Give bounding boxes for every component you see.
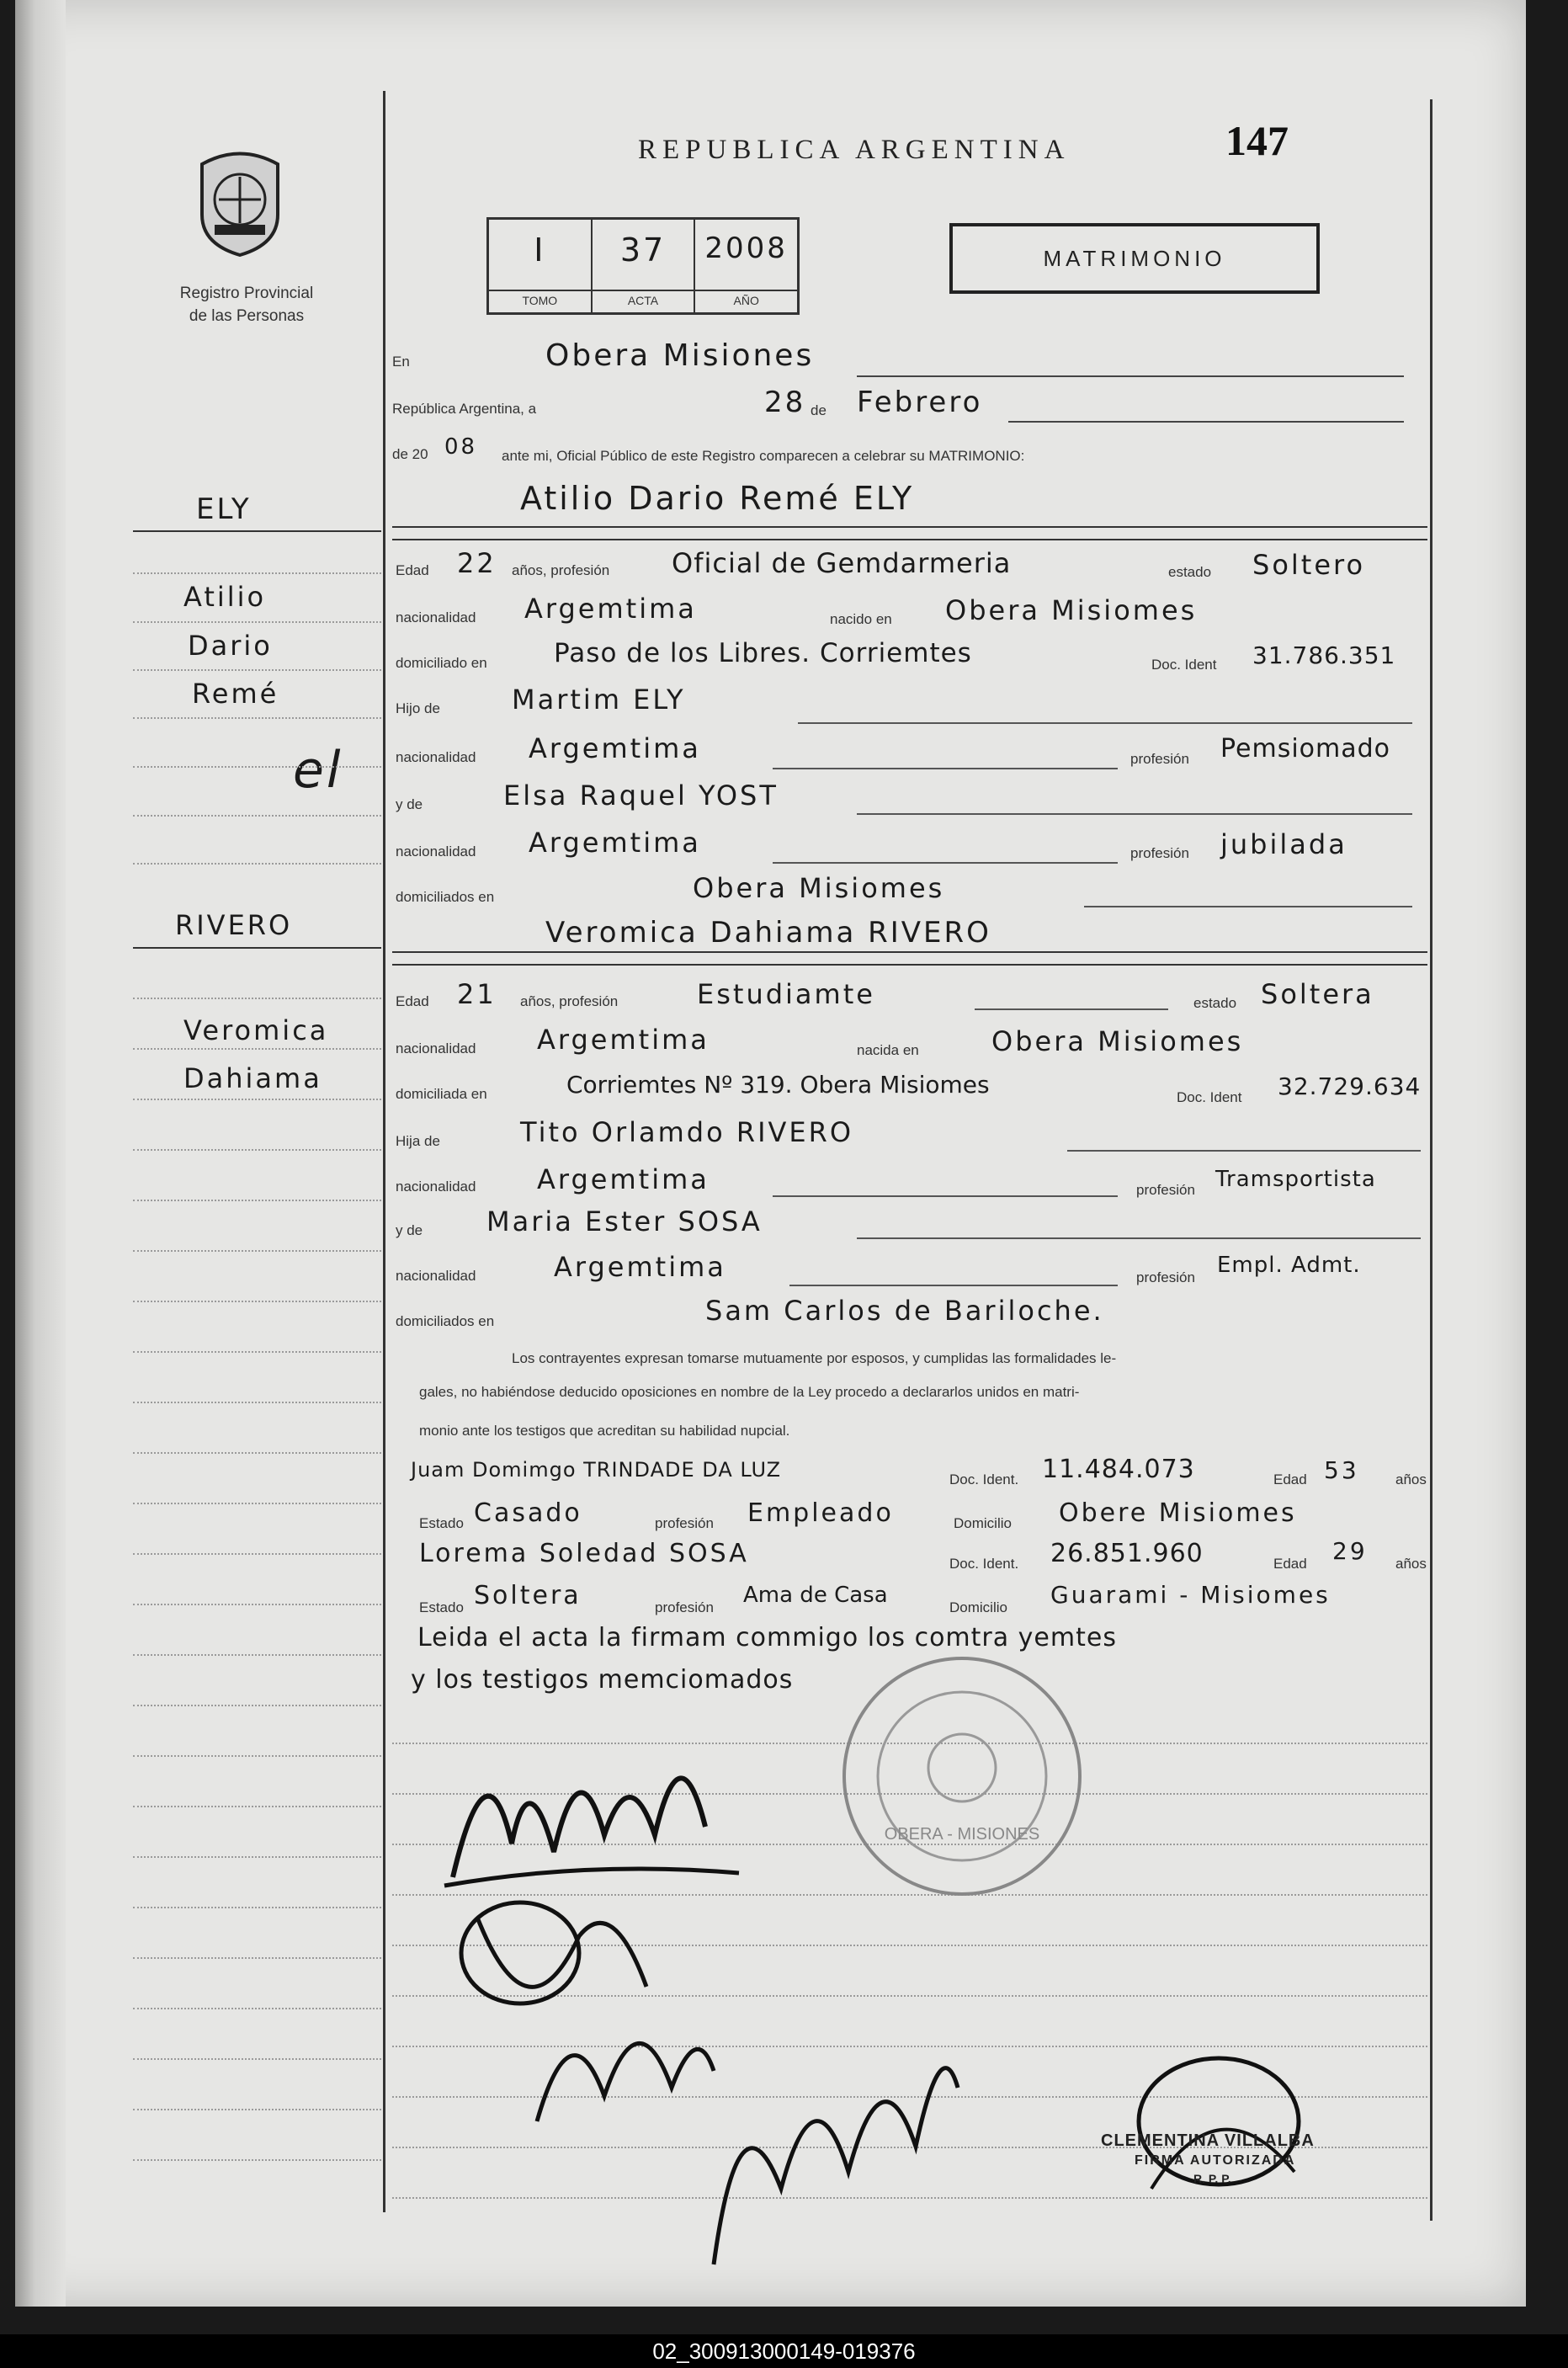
- margin-groom-name-1: Atilio: [183, 581, 267, 613]
- groom-mother-prof-label: profesión: [1130, 845, 1189, 861]
- book-binding: [15, 0, 66, 2307]
- bride-parents-dom-label: domiciliados en: [396, 1313, 495, 1329]
- witness2-doc-label: Doc. Ident.: [949, 1556, 1019, 1572]
- groom-father: Martim ELY: [512, 684, 686, 716]
- round-official-seal: [836, 1650, 1088, 1902]
- groom-nacionalidad-label: nacionalidad: [396, 609, 476, 625]
- registry-name-line1: Registro Provincial: [179, 285, 314, 302]
- bride-father-nationality: Argemtima: [537, 1163, 710, 1195]
- register-page: [15, 0, 1526, 2307]
- groom-domicilio-label: domiciliado en: [396, 655, 487, 671]
- witness2-domicilio-label: Domicilio: [949, 1599, 1007, 1615]
- groom-mother-nationality: Argemtima: [529, 827, 701, 859]
- ante-text: ante mi, Oficial Público de este Registro comparecen a celebrar su MATRIMONIO:: [502, 448, 1025, 464]
- place: Obera Misiones: [545, 338, 815, 373]
- groom-doc-label: Doc. Ident: [1151, 657, 1217, 673]
- witness1-doc: 11.484.073: [1042, 1455, 1195, 1484]
- groom-father-prof-label: profesión: [1130, 751, 1189, 767]
- witness1-profesion-label: profesión: [655, 1515, 714, 1531]
- witness1-age: 53: [1324, 1456, 1359, 1484]
- declaration-line3: monio ante los testigos que acreditan su habilidad nupcial.: [419, 1423, 790, 1439]
- day: 28: [764, 386, 806, 419]
- witness2-anios-label: años: [1395, 1556, 1427, 1572]
- margin-connector: el: [293, 741, 343, 800]
- closing-line2: y los testigos memciomados: [411, 1665, 794, 1695]
- bride-nacida-label: nacida en: [857, 1042, 919, 1058]
- bride-edad-label: Edad: [396, 993, 429, 1009]
- republica-label: República Argentina, a: [392, 401, 537, 417]
- groom-father-profession: Pemsiomado: [1220, 734, 1391, 764]
- bride-profesion-label: años, profesión: [520, 993, 619, 1009]
- bride-doc-label: Doc. Ident: [1177, 1089, 1242, 1105]
- groom-nacido-label: nacido en: [830, 611, 892, 627]
- witness1-estado-label: Estado: [419, 1515, 464, 1531]
- de-label: de: [811, 402, 827, 418]
- bride-nationality: Argemtima: [537, 1024, 710, 1056]
- groom-hijo-label: Hijo de: [396, 700, 440, 716]
- bride-estado-label: estado: [1193, 995, 1237, 1011]
- groom-parents-dom-label: domiciliados en: [396, 889, 495, 905]
- acta-label: ACTA: [593, 290, 694, 307]
- bride-father: Tito Orlamdo RIVERO: [520, 1116, 854, 1148]
- groom-nationality: Argemtima: [524, 593, 697, 625]
- groom-yde-label: y de: [396, 796, 423, 812]
- bride-doc: 32.729.634: [1278, 1072, 1422, 1100]
- bride-mother-nat-label: nacionalidad: [396, 1268, 476, 1284]
- bride-age: 21: [457, 978, 497, 1010]
- margin-bride-name-2: Dahiama: [183, 1062, 322, 1094]
- groom-birthplace: Obera Misiomes: [945, 594, 1198, 626]
- margin-bride-name-1: Veromica: [183, 1014, 329, 1046]
- witness1-domicilio-label: Domicilio: [954, 1515, 1012, 1531]
- margin-groom-name-2: Dario: [188, 630, 273, 662]
- anio-value: 2008: [704, 231, 788, 265]
- page-title: REPUBLICA ARGENTINA: [638, 135, 1071, 165]
- bride-parents-address: Sam Carlos de Bariloche.: [705, 1295, 1104, 1327]
- bride-mother-nationality: Argemtima: [554, 1251, 726, 1283]
- en-label: En: [392, 354, 410, 370]
- year-suffix: 08: [444, 434, 478, 460]
- official-sub-stamp: R. P. P.: [1193, 2172, 1231, 2185]
- registry-name-line2: de las Personas: [189, 307, 305, 325]
- official-name-stamp: CLEMENTINA VILLALBA: [1101, 2131, 1315, 2150]
- witness1-profession: Empleado: [747, 1498, 894, 1528]
- bride-mother-profession: Empl. Admt.: [1217, 1253, 1361, 1278]
- anio-label: AÑO: [695, 290, 797, 307]
- bride-nacionalidad-label: nacionalidad: [396, 1040, 476, 1056]
- groom-parents-address: Obera Misiomes: [693, 872, 945, 904]
- tomo-value: I: [534, 231, 546, 269]
- closing-line1: Leida el acta la firmam commigo los comtra yemtes: [417, 1623, 1117, 1652]
- bride-address: Corriemtes Nº 319. Obera Misiomes: [566, 1071, 990, 1099]
- groom-mother-nat-label: nacionalidad: [396, 843, 476, 859]
- witness2-civil-state: Soltera: [474, 1581, 582, 1610]
- groom-profesion-label: años, profesión: [512, 562, 610, 578]
- groom-mother: Elsa Raquel YOST: [503, 780, 779, 812]
- witness2-profesion-label: profesión: [655, 1599, 714, 1615]
- groom-estado-label: estado: [1168, 564, 1212, 580]
- declaration-line1: Los contrayentes expresan tomarse mutuamente por esposos, y cumplidas las formalidades le-: [512, 1350, 1117, 1366]
- official-signature: [1126, 2046, 1311, 2214]
- bride-father-profession: Tramsportista: [1215, 1167, 1376, 1192]
- witness1-edad-label: Edad: [1273, 1471, 1307, 1487]
- bride-domicilio-label: domiciliada en: [396, 1086, 487, 1102]
- groom-edad-label: Edad: [396, 562, 429, 578]
- declaration-line2: gales, no habiéndose deducido oposiciones en nombre de la Ley procedo a declararlos unidos en matri-: [419, 1384, 1080, 1400]
- groom-mother-profession: jubilada: [1220, 828, 1347, 860]
- coat-of-arms-logo: [194, 147, 286, 257]
- de-year-label: de 20: [392, 446, 428, 462]
- record-type: MATRIMONIO: [1043, 245, 1226, 271]
- bride-profession: Estudiamte: [697, 978, 875, 1010]
- groom-doc: 31.786.351: [1252, 641, 1396, 669]
- acta-value: 37: [619, 231, 667, 269]
- tomo-label: TOMO: [489, 290, 591, 307]
- record-type-box: [949, 223, 1320, 294]
- witness1-doc-label: Doc. Ident.: [949, 1471, 1019, 1487]
- bride-mother-prof-label: profesión: [1136, 1269, 1195, 1285]
- groom-full-name: Atilio Dario Remé ELY: [520, 480, 915, 517]
- bride-father-nat-label: nacionalidad: [396, 1179, 476, 1195]
- page-number: 147: [1225, 117, 1289, 164]
- margin-bride-surname: RIVERO: [175, 909, 293, 941]
- scan-footer-code: 02_300913000149-019376: [0, 2334, 1568, 2368]
- margin-groom-name-3: Remé: [192, 678, 279, 710]
- month: Febrero: [857, 386, 983, 419]
- record-number-box: [486, 217, 800, 315]
- witness1-anios-label: años: [1395, 1471, 1427, 1487]
- groom-father-nationality: Argemtima: [529, 732, 701, 764]
- bride-hija-label: Hija de: [396, 1133, 440, 1149]
- witness1-civil-state: Casado: [474, 1498, 582, 1528]
- witness2-doc: 26.851.960: [1050, 1539, 1204, 1568]
- bride-birthplace: Obera Misiomes: [991, 1025, 1244, 1057]
- bride-mother: Maria Ester SOSA: [486, 1205, 763, 1237]
- witness2-age: 29: [1332, 1537, 1368, 1565]
- witness1-address: Obere Misiomes: [1059, 1498, 1297, 1528]
- groom-age: 22: [457, 547, 497, 579]
- groom-father-nat-label: nacionalidad: [396, 749, 476, 765]
- bride-father-prof-label: profesión: [1136, 1182, 1195, 1198]
- bride-civil-state: Soltera: [1261, 978, 1374, 1010]
- groom-signature: [436, 1709, 756, 1902]
- witness2-edad-label: Edad: [1273, 1556, 1307, 1572]
- groom-civil-state: Soltero: [1252, 549, 1366, 581]
- margin-groom-surname: ELY: [196, 492, 252, 526]
- witness2-signature: [688, 1978, 975, 2281]
- witness2-estado-label: Estado: [419, 1599, 464, 1615]
- witness2-address: Guarami - Misiomes: [1050, 1581, 1331, 1609]
- witness2-profession: Ama de Casa: [743, 1583, 888, 1608]
- bride-full-name: Veromica Dahiama RIVERO: [545, 916, 991, 950]
- witness1-name: Juam Domimgo TRINDADE DA LUZ: [411, 1458, 782, 1482]
- groom-profession: Oficial de Gemdarmeria: [672, 547, 1012, 579]
- svg-text:OBERA - MISIONES: OBERA - MISIONES: [884, 1825, 1040, 1844]
- official-role-stamp: FIRMA AUTORIZADA: [1135, 2153, 1296, 2168]
- groom-address: Paso de los Libres. Corriemtes: [554, 638, 972, 668]
- witness2-name: Lorema Soledad SOSA: [419, 1539, 749, 1568]
- bride-yde-label: y de: [396, 1222, 423, 1238]
- left-column-rule: [383, 91, 385, 2212]
- right-column-rule: [1430, 99, 1432, 2221]
